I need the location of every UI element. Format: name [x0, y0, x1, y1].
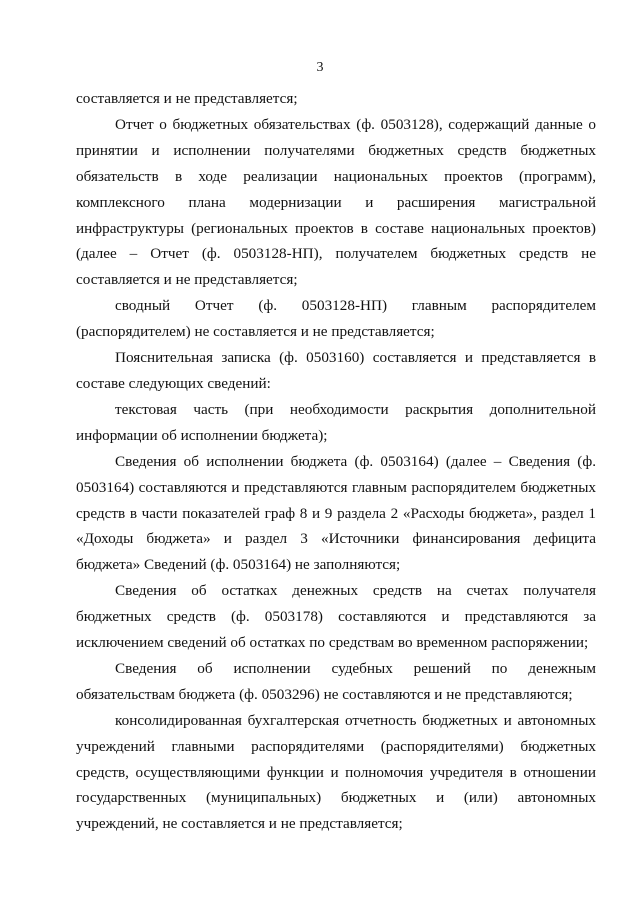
page-number: 3 — [316, 60, 324, 75]
paragraph-cash-balances: Сведения об остатках денежных средств на счетах получателя бюджетных средств (ф. 0503178) составляются и представляются за исключением сведений об остатках по средствам во временном распоряжении; — [76, 582, 596, 652]
paragraph-budget-execution-info: Сведения об исполнении бюджета (ф. 0503164) (далее – Сведения (ф. 0503164) составляются и представляются главным распорядителем бюджетных средств в части показателей граф 8 и 9 раздела 2 «Расходы бюджета», раздел 1 «Доходы бюджета» и раздел 3 «Источники финансирования дефицита бюджета» Сведений (ф. 0503164) не заполняются; — [76, 452, 596, 574]
paragraph-court-decisions: Сведения об исполнении судебных решений по денежным обязательствам бюджета (ф. 0503296) не составляются и не представляются; — [76, 659, 596, 703]
paragraph-text-part: текстовая часть (при необходимости раскрытия дополнительной информации об исполнении бюджета); — [76, 400, 596, 444]
paragraph-continuation: составляется и не представляется; — [76, 90, 298, 107]
document-body — [76, 86, 596, 837]
paragraph-consolidated-report: сводный Отчет (ф. 0503128-НП) главным распорядителем (распорядителем) не составляется и не представляется; — [76, 297, 596, 341]
paragraph-budget-obligations-report: Отчет о бюджетных обязательствах (ф. 0503128), содержащий данные о принятии и исполнении получателями бюджетных средств бюджетных обязательств в ходе реализации национальных проектов (программ), комплексного плана модернизации и расширения магистральной инфраструктуры (региональных проектов в составе национальных проектов) (далее – Отчет (ф. 0503128-НП), получателем бюджетных средств не составляется и не представляется; — [76, 115, 596, 289]
paragraph-consolidated-accounting: консолидированная бухгалтерская отчетность бюджетных и автономных учреждений главными распорядителями (распорядителями) бюджетных средств, осуществляющими функции и полномочия учредителя в отношении государственных (муниципальных) бюджетных и (или) автономных учреждений, не составляется и не представляется; — [76, 711, 596, 833]
paragraph-explanatory-note: Пояснительная записка (ф. 0503160) составляется и представляется в составе следующих сведений: — [76, 349, 596, 392]
